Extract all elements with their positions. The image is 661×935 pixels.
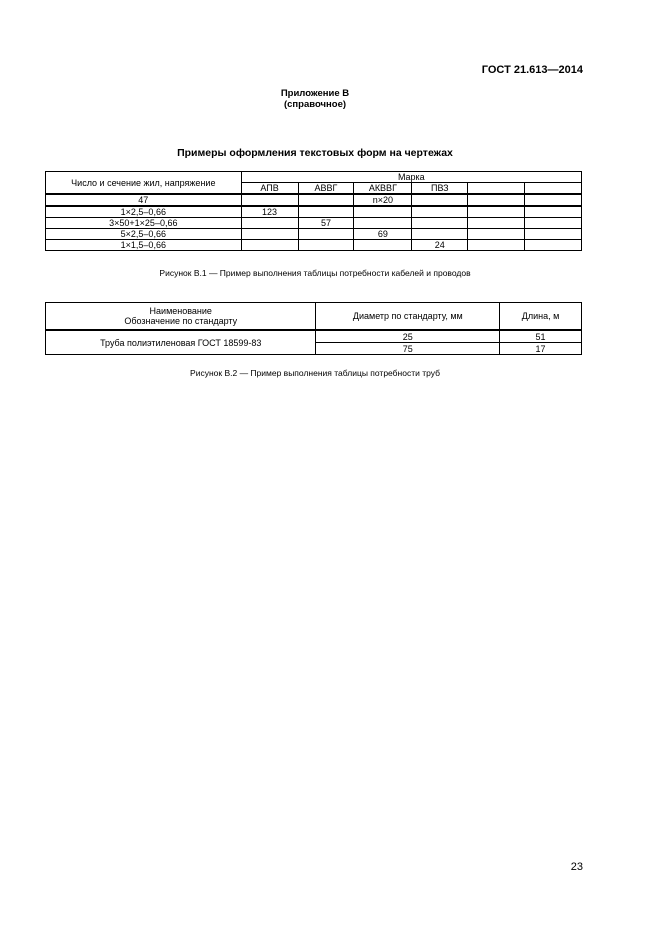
table-cell-item-name: Труба полиэтиленовая ГОСТ 18599-83 [46,330,316,355]
table-row [46,330,582,343]
table-cell [525,194,582,206]
column-header-brand: Марка [241,172,581,183]
document-code: ГОСТ 21.613—2014 [481,64,583,76]
table-row [46,218,582,229]
cable-requirements-table [45,171,582,251]
table-row [46,194,582,206]
pipe-requirements-table [45,302,582,355]
appendix-subtitle: (справочное) [283,99,347,110]
table-cell: n×20 [354,194,412,206]
table-row [46,240,582,251]
table-header-row [46,172,582,183]
brand-header [525,183,582,195]
table-cell: 5×2,5–0,66 [46,229,242,240]
table-cell [241,194,298,206]
table-cell: 3×50+1×25–0,66 [46,218,242,229]
table-cell [298,206,354,218]
table-cell [412,206,468,218]
brand-header: АКВВГ [354,183,412,195]
table-row [46,206,582,218]
table-cell [468,218,525,229]
column-header-diameter: Диаметр по стандарту, мм [316,303,500,331]
table-cell [241,218,298,229]
column-header-name [46,303,316,331]
table-cell [241,229,298,240]
figure-caption-2: Рисунок В.2 — Пример выполнения таблицы потребности труб [190,368,440,378]
figure-caption-1: Рисунок В.1 — Пример выполнения таблицы потребности кабелей и проводов [159,268,471,278]
table-cell [525,218,582,229]
header-name-line2: Обозначение по стандарту [124,316,238,326]
table-header-row [46,303,582,331]
brand-header: АПВ [241,183,298,195]
table-cell [298,194,354,206]
table-cell [525,206,582,218]
table-row [46,229,582,240]
section-title: Примеры оформления текстовых форм на чертежах [177,147,453,159]
table-cell [412,229,468,240]
table-cell: 25 [316,330,500,343]
table-cell [412,218,468,229]
page-number: 23 [570,861,583,873]
table-cell [412,194,468,206]
table-cell [354,206,412,218]
brand-header [468,183,525,195]
table-cell [354,240,412,251]
table-cell: 75 [316,343,500,355]
column-header-cable: Число и сечение жил, напряжение [46,172,242,195]
table-cell: 57 [298,218,354,229]
header-name-line1: Наименование [149,306,212,316]
table-cell: 17 [500,343,582,355]
table-cell [354,218,412,229]
brand-header: АВВГ [298,183,354,195]
table-cell [468,240,525,251]
table-cell [298,240,354,251]
table-cell: 51 [500,330,582,343]
column-header-length: Длина, м [500,303,582,331]
table-cell [525,240,582,251]
table-cell [298,229,354,240]
table-cell [241,240,298,251]
table-cell: 123 [241,206,298,218]
table-cell: 69 [354,229,412,240]
appendix-title: Приложение В [280,88,350,99]
table-cell: 1×1,5–0,66 [46,240,242,251]
table-cell [468,206,525,218]
table-cell [468,194,525,206]
table-cell [525,229,582,240]
brand-header: ПВЗ [412,183,468,195]
table-cell: 47 [46,194,242,206]
table-cell: 24 [412,240,468,251]
table-cell [468,229,525,240]
table-cell: 1×2,5–0,66 [46,206,242,218]
